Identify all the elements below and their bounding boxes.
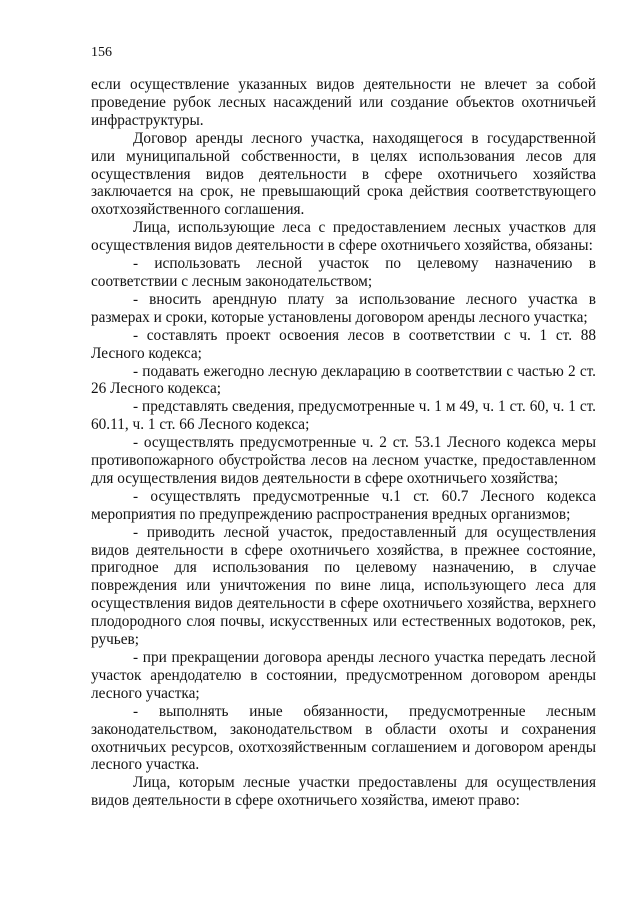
- list-item-use-by-purpose: - использовать лесной участок по целевому назначению в соответствии с лесным законодательством;: [91, 255, 596, 290]
- list-item-other-duties: - выполнять иные обязанности, предусмотренные лесным законодательством, законодательством в области охоты и сохранения охотничьих ресурсов, охотхозяйственным соглашением и договором аренды лесного участка.: [91, 702, 596, 774]
- list-item-provide-information: - представлять сведения, предусмотренные ч. 1 м 49, ч. 1 ст. 60, ч. 1 ст. 60.11, ч. 1 ст. 66 Лесного кодекса;: [91, 398, 596, 434]
- list-item-fire-protection: - осуществлять предусмотренные ч. 2 ст. 53.1 Лесного кодекса меры противопожарного обустройства лесов на лесном участке, предоставленном для осуществления видов деятельности в сфере охотничьего хозяйства;: [91, 434, 596, 487]
- list-item-return-land: - при прекращении договора аренды лесного участка передать лесной участок арендодателю в состоянии, предусмотренном договором аренды лесного участка;: [91, 649, 596, 702]
- list-item-forest-declaration: - подавать ежегодно лесную декларацию в соответствии с частью 2 ст. 26 Лесного кодекса;: [91, 362, 596, 398]
- text-body: [91, 76, 596, 810]
- paragraph-2: Лица, использующие леса с предоставлением лесных участков для осуществления видов деятельности в сфере охотничьего хозяйства, обязаны:: [91, 219, 596, 255]
- list-item-forest-project: - составлять проект освоения лесов в соответствии с ч. 1 ст. 88 Лесного кодекса;: [91, 326, 596, 362]
- list-item-pest-prevention: - осуществлять предусмотренные ч.1 ст. 60.7 Лесного кодекса мероприятия по предупреждению распространения вредных организмов;: [91, 487, 596, 523]
- paragraph-0: если осуществление указанных видов деятельности не влечет за собой проведение рубок лесных насаждений или создание объектов охотничьей инфраструктуры.: [91, 76, 596, 129]
- paragraph-1: Договор аренды лесного участка, находящегося в государственной или муниципальной собственности, в целях использования лесов для осуществления видов деятельности в сфере охотничьего хозяйства заключается на срок, не превышающий срока действия соответствующего охотхозяйственного соглашения.: [91, 129, 596, 219]
- page-number: 156: [91, 45, 112, 60]
- paragraph-rights-intro: Лица, которым лесные участки предоставлены для осуществления видов деятельности в сфере охотничьего хозяйства, имеют право:: [91, 774, 596, 810]
- list-item-restore-land: - приводить лесной участок, предоставленный для осуществления видов деятельности в сфере охотничьего хозяйства, в прежнее состояние, пригодное для использования по целевому назначению, в случае повреждения или уничтожения по вине лица, использующего леса для осуществления видов деятельности в сфере охотничьего хозяйства, верхнего плодородного слоя почвы, искусственных или естественных водотоков, рек, ручьев;: [91, 523, 596, 649]
- list-item-rent-payment: - вносить арендную плату за использование лесного участка в размерах и сроки, которые установлены договором аренды лесного участка;: [91, 290, 596, 326]
